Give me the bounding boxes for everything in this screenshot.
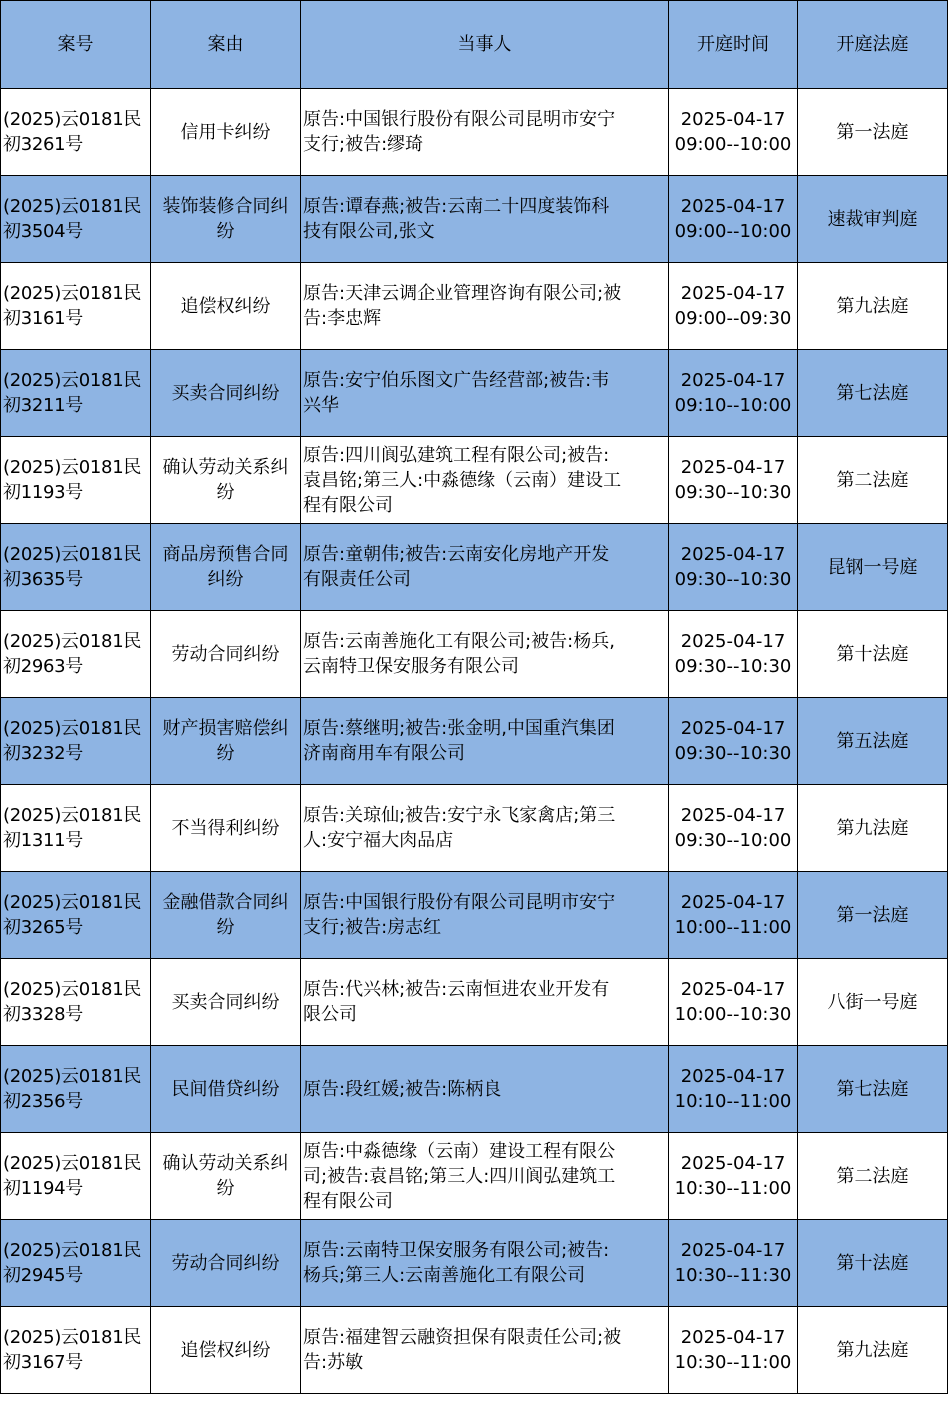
case-cause-cell [151,89,301,176]
hearing-time-range: 09:30--10:00 [674,830,792,851]
table-row [1,1220,948,1307]
case-number-cell-line: 初3504号 [3,221,84,242]
parties-cell [301,1220,669,1307]
parties-cell [301,263,669,350]
case-cause-cell [151,1046,301,1133]
courtroom-cell: 速裁审判庭 [798,176,948,263]
parties-cell-line: 限公司 [303,1004,357,1025]
parties-cell-line: 袁昌铭;第三人:中淼德缘（云南）建设工 [303,469,622,491]
case-number-cell-line: (2025)云0181民 [3,805,142,826]
case-cause-cell-line: 追偿权纠纷 [180,1339,271,1361]
case-number-cell-line: 初3635号 [3,569,84,590]
case-cause-cell [151,350,301,437]
case-number-cell-line: 初3328号 [3,1004,84,1025]
case-number-cell-line: (2025)云0181民 [3,1327,142,1348]
hearing-time-range: 10:00--11:00 [674,917,792,938]
case-number-cell-line: 初3161号 [3,308,84,329]
parties-cell-line: 告:李忠辉 [303,308,382,329]
courtroom-cell: 第一法庭 [798,89,948,176]
courtroom-cell: 第二法庭 [798,1133,948,1220]
case-number-cell-line: 初2963号 [3,656,84,677]
case-number-cell [1,611,151,698]
case-cause-cell-line: 纷 [216,482,235,503]
hearing-time-range: 09:00--09:30 [674,308,792,329]
case-cause-cell-line: 买卖合同纠纷 [171,382,280,404]
hearing-time-cell [669,437,798,524]
case-cause-cell-line: 纷 [216,221,235,242]
parties-cell-line: 原告:福建智云融资担保有限责任公司;被 [303,1327,622,1348]
hearing-date: 2025-04-17 [680,805,786,826]
case-number-cell [1,1220,151,1307]
table-body [1,89,948,1394]
hearing-time-cell [669,872,798,959]
courtroom-cell: 第十法庭 [798,611,948,698]
case-number-cell-line: (2025)云0181民 [3,457,142,478]
parties-cell-line: 告:苏敏 [303,1352,364,1373]
case-cause-cell [151,176,301,263]
case-number-cell-line: (2025)云0181民 [3,1153,142,1174]
header-court: 开庭法庭 [798,1,948,89]
courtroom-cell: 第五法庭 [798,698,948,785]
case-cause-cell [151,959,301,1046]
case-number-cell-line: (2025)云0181民 [3,892,142,913]
parties-cell [301,611,669,698]
case-cause-cell [151,1220,301,1307]
hearing-time-cell [669,698,798,785]
case-cause-cell [151,698,301,785]
case-number-cell [1,1307,151,1394]
case-number-cell [1,176,151,263]
parties-cell [301,437,669,524]
hearing-time-cell [669,350,798,437]
hearing-date: 2025-04-17 [680,1066,786,1087]
parties-cell-line: 支行;被告:缪琦 [303,134,424,155]
hearing-time-range: 09:30--10:30 [674,743,792,764]
case-number-cell [1,524,151,611]
parties-cell [301,785,669,872]
case-number-cell-line: (2025)云0181民 [3,979,142,1000]
header-parties: 当事人 [301,1,669,89]
hearing-date: 2025-04-17 [680,457,786,478]
hearing-date: 2025-04-17 [680,892,786,913]
parties-cell-line: 有限责任公司 [303,569,411,590]
parties-cell-line: 技有限公司,张文 [303,221,435,242]
parties-cell-line: 司;被告:袁昌铭;第三人:四川阆弘建筑工 [303,1165,616,1187]
case-number-cell [1,1133,151,1220]
table-row [1,176,948,263]
parties-cell [301,524,669,611]
parties-cell [301,698,669,785]
hearing-date: 2025-04-17 [680,979,786,1000]
courtroom-cell: 昆钢一号庭 [798,524,948,611]
case-cause-cell-line: 劳动合同纠纷 [171,1252,280,1274]
parties-cell-line: 原告:云南特卫保安服务有限公司;被告: [303,1240,610,1261]
hearing-time-range: 09:30--10:30 [674,656,792,677]
table-row [1,437,948,524]
table-row [1,959,948,1046]
parties-cell-line: 济南商用车有限公司 [303,743,465,764]
case-cause-cell [151,611,301,698]
case-cause-cell-line: 纷 [216,917,235,938]
hearing-time-cell [669,89,798,176]
parties-cell-line: 云南特卫保安服务有限公司 [303,656,519,677]
parties-cell-line: 原告:中国银行股份有限公司昆明市安宁 [303,892,616,913]
parties-cell-line: 原告:童朝伟;被告:云南安化房地产开发 [303,544,610,565]
hearing-date: 2025-04-17 [680,1327,786,1348]
parties-cell [301,350,669,437]
parties-cell [301,872,669,959]
case-number-cell-line: (2025)云0181民 [3,544,142,565]
parties-cell-line: 兴华 [303,395,339,416]
case-number-cell [1,89,151,176]
table-row [1,611,948,698]
hearing-time-range: 10:00--10:30 [674,1004,792,1025]
case-cause-cell-line: 确认劳动关系纠 [162,457,289,478]
case-number-cell-line: 初1194号 [3,1178,84,1199]
case-cause-cell [151,437,301,524]
parties-cell [301,176,669,263]
case-cause-cell-line: 不当得利纠纷 [171,817,280,839]
parties-cell-line: 原告:代兴林;被告:云南恒进农业开发有 [303,979,610,1000]
hearing-date: 2025-04-17 [680,631,786,652]
table-row [1,263,948,350]
table-row [1,350,948,437]
table-row [1,1133,948,1220]
case-number-cell-line: (2025)云0181民 [3,283,142,304]
hearing-time-cell [669,263,798,350]
case-number-cell-line: 初3261号 [3,134,84,155]
hearing-time-range: 10:30--11:00 [674,1352,792,1373]
case-cause-cell [151,524,301,611]
hearing-time-cell [669,611,798,698]
hearing-date: 2025-04-17 [680,370,786,391]
courtroom-cell: 第九法庭 [798,1307,948,1394]
parties-cell-line: 原告:天津云调企业管理咨询有限公司;被 [303,283,622,304]
courtroom-cell: 第七法庭 [798,1046,948,1133]
courtroom-cell: 八街一号庭 [798,959,948,1046]
table-header-row [1,1,948,89]
case-cause-cell-line: 装饰装修合同纠 [162,196,289,217]
courtroom-cell: 第九法庭 [798,263,948,350]
courtroom-cell: 第二法庭 [798,437,948,524]
case-number-cell-line: (2025)云0181民 [3,631,142,652]
header-cause: 案由 [151,1,301,89]
case-number-cell-line: 初3211号 [3,395,84,416]
parties-cell-line: 杨兵;第三人:云南善施化工有限公司 [303,1265,586,1286]
case-cause-cell-line: 确认劳动关系纠 [162,1153,289,1174]
parties-cell-line: 人:安宁福大肉品店 [303,830,454,851]
case-number-cell-line: (2025)云0181民 [3,1240,142,1261]
case-cause-cell [151,1133,301,1220]
parties-cell-line: 原告:四川阆弘建筑工程有限公司;被告: [303,444,610,466]
case-number-cell [1,1046,151,1133]
hearing-time-range: 10:30--11:30 [674,1265,792,1286]
hearing-time-cell [669,1046,798,1133]
hearing-time-cell [669,1133,798,1220]
hearing-date: 2025-04-17 [680,109,786,130]
hearing-time-range: 09:30--10:30 [674,482,792,503]
parties-cell [301,89,669,176]
case-number-cell-line: 初1193号 [3,482,84,503]
parties-cell-line: 原告:蔡继明;被告:张金明,中国重汽集团 [303,718,615,739]
hearing-time-range: 09:00--10:00 [674,134,792,155]
parties-cell-line: 原告:中淼德缘（云南）建设工程有限公 [303,1140,616,1162]
hearing-date: 2025-04-17 [680,196,786,217]
table-row [1,89,948,176]
case-number-cell [1,698,151,785]
hearing-time-range: 09:30--10:30 [674,569,792,590]
hearing-time-cell [669,785,798,872]
courtroom-cell: 第九法庭 [798,785,948,872]
case-number-cell-line: 初1311号 [3,830,84,851]
case-cause-cell-line: 民间借贷纠纷 [171,1078,280,1100]
case-cause-cell-line: 纷 [216,1178,235,1199]
table-row [1,785,948,872]
case-cause-cell-line: 信用卡纠纷 [180,121,271,143]
case-cause-cell [151,1307,301,1394]
case-cause-cell-line: 纠纷 [207,569,244,590]
courtroom-cell: 第十法庭 [798,1220,948,1307]
case-cause-cell [151,785,301,872]
case-number-cell-line: 初2945号 [3,1265,84,1286]
case-number-cell-line: 初3232号 [3,743,84,764]
table-row [1,872,948,959]
parties-cell-line: 程有限公司 [303,1190,393,1212]
case-cause-cell-line: 纷 [216,743,235,764]
hearing-time-cell [669,1220,798,1307]
courtroom-cell: 第一法庭 [798,872,948,959]
case-number-cell [1,263,151,350]
parties-cell-line: 原告:中国银行股份有限公司昆明市安宁 [303,109,616,130]
case-number-cell-line: 初3167号 [3,1352,84,1373]
case-number-cell-line: 初3265号 [3,917,84,938]
case-number-cell-line: (2025)云0181民 [3,718,142,739]
case-number-cell [1,959,151,1046]
parties-cell-line: 原告:云南善施化工有限公司;被告:杨兵, [303,631,615,652]
case-number-cell [1,785,151,872]
case-number-cell [1,350,151,437]
parties-cell-line: 程有限公司 [303,494,393,516]
case-cause-cell-line: 劳动合同纠纷 [171,643,280,665]
hearing-date: 2025-04-17 [680,1153,786,1174]
hearing-date: 2025-04-17 [680,718,786,739]
table-row [1,524,948,611]
parties-cell-line: 支行;被告:房志红 [303,917,442,938]
courtroom-cell: 第七法庭 [798,350,948,437]
case-cause-cell-line: 金融借款合同纠 [162,892,289,913]
hearing-date: 2025-04-17 [680,1240,786,1261]
parties-cell-line: 原告:段红媛;被告:陈柄良 [303,1078,502,1100]
case-number-cell-line: 初2356号 [3,1091,84,1112]
header-case-no: 案号 [1,1,151,89]
case-number-cell [1,872,151,959]
hearing-time-range: 09:00--10:00 [674,221,792,242]
hearing-date: 2025-04-17 [680,544,786,565]
hearing-time-cell [669,1307,798,1394]
parties-cell [301,1133,669,1220]
parties-cell [301,959,669,1046]
parties-cell-line: 原告:谭春燕;被告:云南二十四度装饰科 [303,196,610,217]
table-row [1,1307,948,1394]
case-cause-cell [151,263,301,350]
case-number-cell-line: (2025)云0181民 [3,196,142,217]
hearing-time-cell [669,524,798,611]
case-number-cell-line: (2025)云0181民 [3,370,142,391]
parties-cell [301,1046,669,1133]
hearing-time-cell [669,176,798,263]
case-number-cell-line: (2025)云0181民 [3,109,142,130]
case-cause-cell [151,872,301,959]
hearing-time-range: 10:10--11:00 [674,1091,792,1112]
parties-cell [301,1307,669,1394]
hearing-time-range: 10:30--11:00 [674,1178,792,1199]
table-row [1,1046,948,1133]
case-cause-cell-line: 追偿权纠纷 [180,295,271,317]
parties-cell-line: 原告:安宁伯乐图文广告经营部;被告:韦 [303,370,610,391]
hearing-time-cell [669,959,798,1046]
case-cause-cell-line: 商品房预售合同 [162,544,289,565]
parties-cell-line: 原告:关琼仙;被告:安宁永飞家禽店;第三 [303,805,616,826]
hearing-time-range: 09:10--10:00 [674,395,792,416]
table-row [1,698,948,785]
hearing-date: 2025-04-17 [680,283,786,304]
case-cause-cell-line: 买卖合同纠纷 [171,991,280,1013]
case-number-cell [1,437,151,524]
header-time: 开庭时间 [669,1,798,89]
case-number-cell-line: (2025)云0181民 [3,1066,142,1087]
case-cause-cell-line: 财产损害赔偿纠 [162,718,289,739]
